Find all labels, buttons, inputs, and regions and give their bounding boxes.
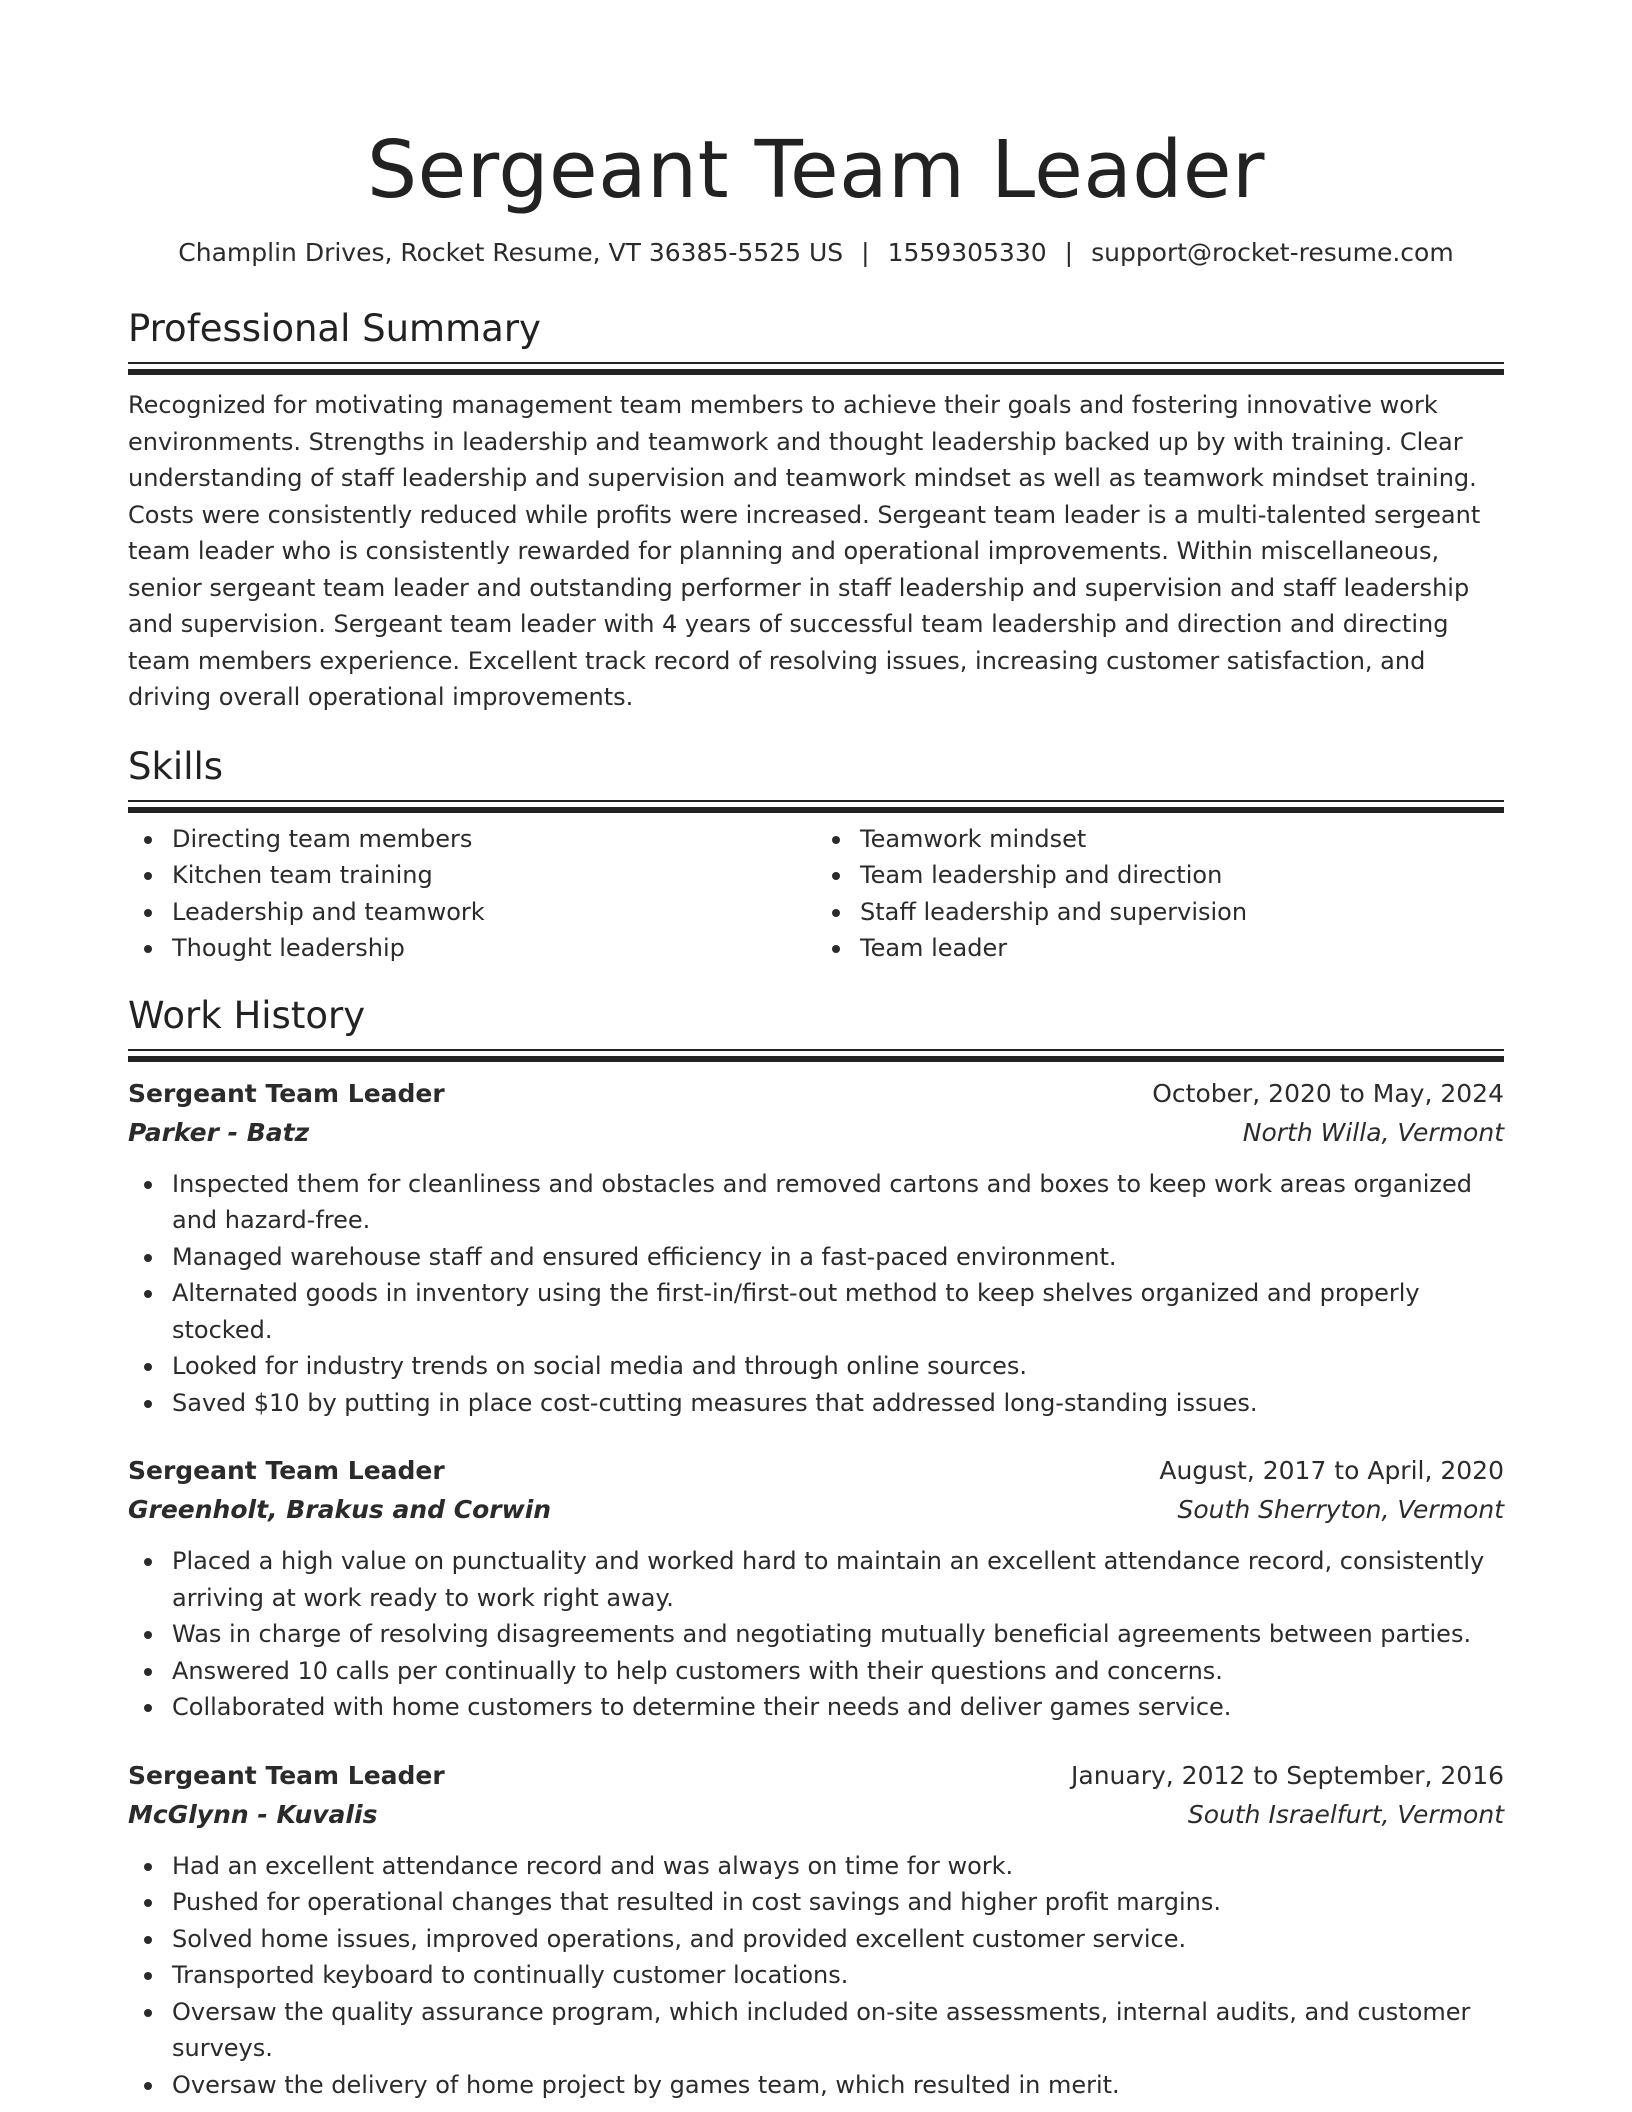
job-bullets xyxy=(128,1543,1504,1726)
contact-phone: 1559305330 xyxy=(887,238,1047,267)
section-title-summary: Professional Summary xyxy=(128,307,541,350)
job-dates: August, 2017 to April, 2020 xyxy=(1159,1456,1504,1485)
job-location: North Willa, Vermont xyxy=(1242,1117,1504,1147)
job-entry xyxy=(128,1756,1504,2104)
job-bullet: Saved $10 by putting in place cost-cutting measures that addressed long-standing issues. xyxy=(172,1385,1504,1422)
job-dates: October, 2020 to May, 2024 xyxy=(1152,1078,1504,1108)
summary-text: Recognized for motivating management team members to achieve their goals and fostering innovative work environments. Strengths in leadership and teamwork and thought leadership backed up by with training. Clear understanding of staff leadership and supervision and teamwork mindset as well as teamwork mindset training. Costs were consistently reduced while profits were increased. Sergeant team leader is a multi-talented sergeant team leader who is consistently rewarded for planning and operational improvements. Within miscellaneous, senior sergeant team leader and outstanding performer in staff leadership and supervision and staff leadership and supervision. Sergeant team leader with 4 years of successful team leadership and direction and directing team members experience. Excellent track record of resolving issues, increasing customer satisfaction, and driving overall operational improvements. xyxy=(128,391,1481,711)
skill-item: Kitchen team training xyxy=(172,857,816,894)
section-title-work-history: Work History xyxy=(128,993,366,1037)
contact-line xyxy=(128,236,1504,270)
job-title: Sergeant Team Leader xyxy=(128,1078,445,1108)
skill-item: Staff leadership and supervision xyxy=(860,894,1504,931)
skill-item: Directing team members xyxy=(172,821,816,858)
job-bullet: Oversaw the quality assurance program, which included on-site assessments, internal audits, and customer surveys. xyxy=(172,1994,1504,2067)
job-header xyxy=(128,1074,1504,1114)
section-divider xyxy=(128,362,1504,375)
job-title: Sergeant Team Leader xyxy=(128,1456,445,1485)
skill-item: Thought leadership xyxy=(172,930,816,967)
job-bullet: Placed a high value on punctuality and worked hard to maintain an excellent attendance record, consistently arriving at work ready to work right away. xyxy=(172,1543,1504,1616)
job-bullet: Answered 10 calls per continually to help customers with their questions and concerns. xyxy=(172,1653,1504,1690)
resume-name: Sergeant Team Leader xyxy=(367,124,1265,216)
job-company: Greenholt, Brakus and Corwin xyxy=(128,1495,552,1524)
job-location: South Israelfurt, Vermont xyxy=(1187,1799,1504,1829)
skills-section xyxy=(128,744,1504,967)
job-bullet: Transported keyboard to continually customer locations. xyxy=(172,1957,1504,1994)
job-company: McGlynn - Kuvalis xyxy=(128,1799,378,1829)
job-bullet: Inspected them for cleanliness and obstacles and removed cartons and boxes to keep work areas organized and hazard-free. xyxy=(172,1166,1504,1239)
skills-list-right xyxy=(816,821,1504,967)
job-bullets xyxy=(128,1848,1504,2104)
job-bullet: Managed warehouse staff and ensured efficiency in a fast-paced environment. xyxy=(172,1239,1504,1276)
job-bullet: Looked for industry trends on social media and through online sources. xyxy=(172,1348,1504,1385)
skills-list-left xyxy=(128,821,816,967)
skill-item: Leadership and teamwork xyxy=(172,894,816,931)
contact-separator: | xyxy=(861,238,870,267)
job-header xyxy=(128,1451,1504,1491)
job-company: Parker - Batz xyxy=(128,1117,310,1147)
job-entry xyxy=(128,1074,1504,1422)
skill-item: Team leader xyxy=(860,930,1504,967)
job-header xyxy=(128,1756,1504,1796)
skill-item: Teamwork mindset xyxy=(860,821,1504,858)
skill-item: Team leadership and direction xyxy=(860,857,1504,894)
job-subheader xyxy=(128,1796,1504,1834)
job-entry xyxy=(128,1451,1504,1726)
contact-separator: | xyxy=(1064,238,1074,267)
job-bullet: Solved home issues, improved operations, and provided excellent customer service. xyxy=(172,1921,1504,1958)
section-divider xyxy=(128,1049,1504,1062)
job-bullets xyxy=(128,1166,1504,1422)
job-bullet: Oversaw the delivery of home project by games team, which resulted in merit. xyxy=(172,2067,1504,2104)
job-dates: January, 2012 to September, 2016 xyxy=(1071,1760,1504,1790)
section-divider xyxy=(128,800,1504,813)
job-bullet: Alternated goods in inventory using the first-in/first-out method to keep shelves organized and properly stocked. xyxy=(172,1275,1504,1348)
summary-section xyxy=(128,306,1504,716)
contact-email: support@rocket-resume.com xyxy=(1091,238,1454,267)
job-subheader xyxy=(128,1491,1504,1529)
job-bullet: Was in charge of resolving disagreements and negotiating mutually beneficial agreements between parties. xyxy=(172,1616,1504,1653)
work-history-section xyxy=(128,993,1504,2104)
job-title: Sergeant Team Leader xyxy=(128,1760,445,1790)
skills-columns xyxy=(128,821,1504,967)
job-subheader xyxy=(128,1114,1504,1152)
job-bullet: Collaborated with home customers to determine their needs and deliver games service. xyxy=(172,1689,1504,1726)
contact-address: Champlin Drives, Rocket Resume, VT 36385-5525 US xyxy=(178,238,844,267)
job-bullet: Had an excellent attendance record and was always on time for work. xyxy=(172,1848,1504,1885)
job-bullet: Pushed for operational changes that resulted in cost savings and higher profit margins. xyxy=(172,1884,1504,1921)
job-location: South Sherryton, Vermont xyxy=(1177,1495,1504,1524)
section-title-skills: Skills xyxy=(128,744,224,788)
